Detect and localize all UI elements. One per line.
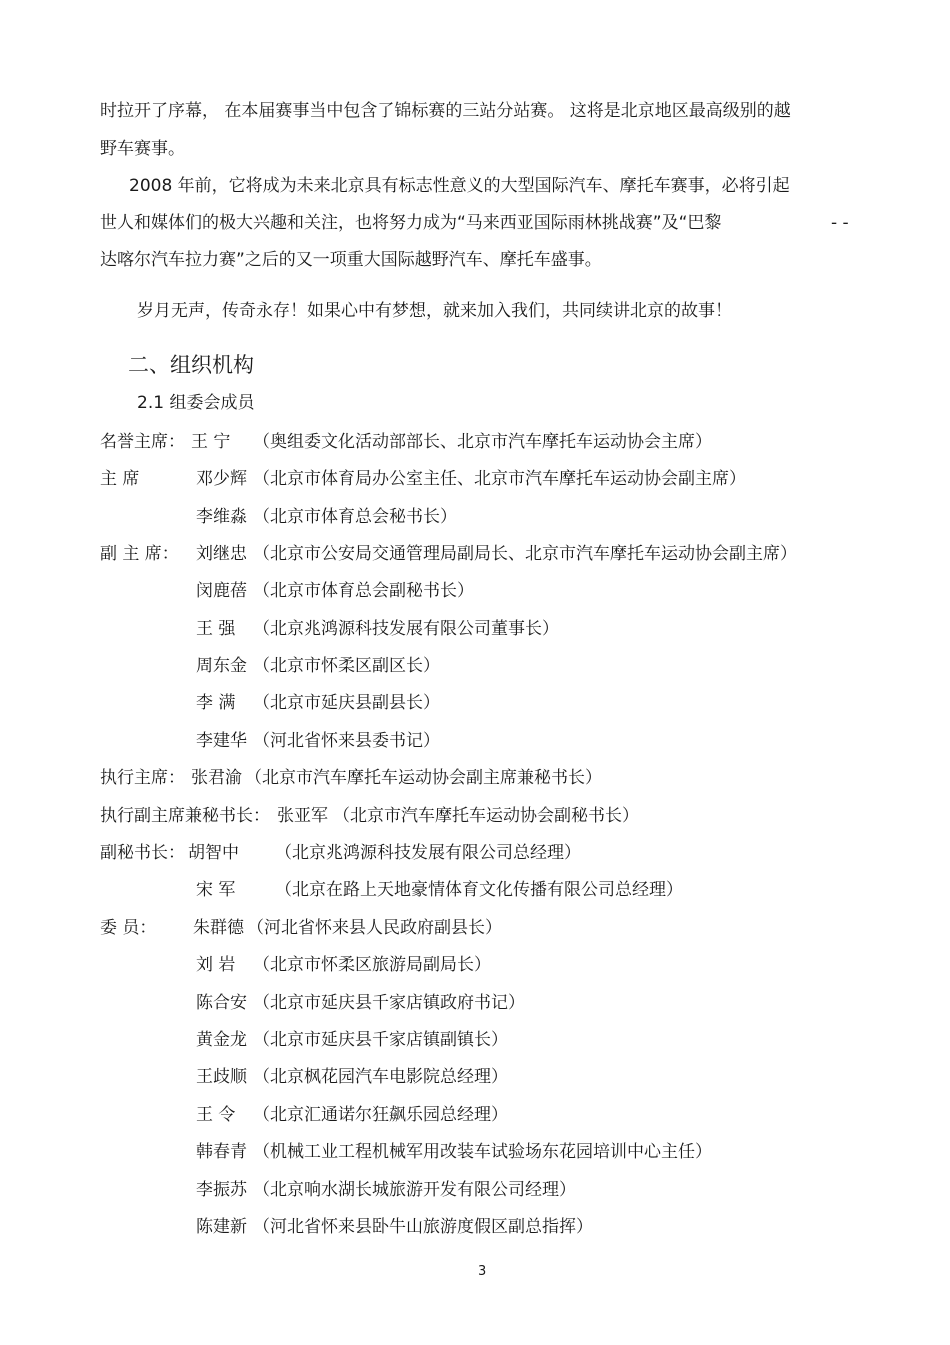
roster-desc: （北京在路上天地豪情体育文化传播有限公司总经理） <box>275 880 683 900</box>
roster-role: 副秘书长： <box>100 843 185 863</box>
roster-desc: （河北省怀来县人民政府副县长） <box>247 918 502 938</box>
roster-name: 王 强 <box>196 619 236 639</box>
roster-name: 刘 岩 <box>196 955 236 975</box>
roster-name: 邓少辉 <box>196 469 247 489</box>
roster-name: 陈合安 <box>196 993 247 1013</box>
intro-line: 世人和媒体们的极大兴趣和关注，也将努力成为“马来西亚国际雨林挑战赛”及“巴黎 <box>100 213 722 233</box>
roster-role: 名誉主席： <box>100 432 185 452</box>
roster-role: 执行主席： <box>100 768 185 788</box>
roster-desc: （河北省怀来县卧牛山旅游度假区副总指挥） <box>253 1217 593 1237</box>
roster-name: 李维淼 <box>196 507 247 527</box>
roster-desc: （北京市延庆县千家店镇副镇长） <box>253 1030 508 1050</box>
roster-role: 执行副主席兼秘书长： <box>100 806 270 826</box>
roster-desc: （北京枫花园汽车电影院总经理） <box>253 1067 508 1087</box>
roster-name: 王歧顺 <box>196 1067 247 1087</box>
roster-role: 副 主 席： <box>100 544 179 564</box>
roster-name: 韩春青 <box>196 1142 247 1162</box>
roster-name: 朱群德 <box>193 918 244 938</box>
roster-name: 李 满 <box>196 693 236 713</box>
roster-name: 刘继忠 <box>196 544 247 564</box>
slogan: 岁月无声，传奇永存！如果心中有梦想，就来加入我们，共同续讲北京的故事！ <box>137 301 732 321</box>
roster-name: 闵鹿蓓 <box>196 581 247 601</box>
roster-name: 王 宁 <box>191 432 231 452</box>
roster-desc: （北京市怀柔区旅游局副局长） <box>253 955 491 975</box>
roster-name: 李振苏 <box>196 1180 247 1200</box>
intro-line: 2008 年前，它将成为未来北京具有标志性意义的大型国际汽车、摩托车赛事，必将引起 <box>129 176 790 196</box>
intro-line: 时拉开了序幕， 在本届赛事当中包含了锦标赛的三站分站赛。 这将是北京地区最高级别的越 <box>100 101 791 121</box>
roster-desc: （北京兆鸿源科技发展有限公司董事长） <box>253 619 559 639</box>
roster-name: 胡智中 <box>188 843 239 863</box>
page-number: 3 <box>478 1264 487 1279</box>
roster-desc: （北京兆鸿源科技发展有限公司总经理） <box>275 843 581 863</box>
roster-desc: （北京市体育局办公室主任、北京市汽车摩托车运动协会副主席） <box>253 469 746 489</box>
roster-desc: （奥组委文化活动部部长、北京市汽车摩托车运动协会主席） <box>253 432 712 452</box>
intro-dash: - - <box>831 213 849 233</box>
roster-name: 王 令 <box>196 1105 236 1125</box>
roster-name: 黄金龙 <box>196 1030 247 1050</box>
section-heading: 二、组织机构 <box>128 353 254 377</box>
roster-role: 主 席 <box>100 469 140 489</box>
roster-name: 张亚军 <box>277 806 328 826</box>
roster-desc: （北京市汽车摩托车运动协会副主席兼秘书长） <box>245 768 602 788</box>
roster-desc: （北京响水湖长城旅游开发有限公司经理） <box>253 1180 576 1200</box>
roster-name: 李建华 <box>196 731 247 751</box>
roster-desc: （北京汇通诺尔狂飙乐园总经理） <box>253 1105 508 1125</box>
roster-desc: （北京市延庆县副县长） <box>253 693 440 713</box>
roster-desc: （北京市怀柔区副区长） <box>253 656 440 676</box>
roster-desc: （北京市汽车摩托车运动协会副秘书长） <box>333 806 639 826</box>
roster-name: 陈建新 <box>196 1217 247 1237</box>
intro-line: 野车赛事。 <box>100 139 185 159</box>
roster-desc: （北京市体育总会秘书长） <box>253 507 457 527</box>
section-subheading: 2.1 组委会成员 <box>137 393 255 413</box>
roster-role: 委 员： <box>100 918 157 938</box>
roster-desc: （北京市延庆县千家店镇政府书记） <box>253 993 525 1013</box>
roster-desc: （北京市体育总会副秘书长） <box>253 581 474 601</box>
roster-desc: （北京市公安局交通管理局副局长、北京市汽车摩托车运动协会副主席） <box>253 544 797 564</box>
roster-name: 周东金 <box>196 656 247 676</box>
roster-name: 张君渝 <box>191 768 242 788</box>
roster-desc: （河北省怀来县委书记） <box>253 731 440 751</box>
roster-desc: （机械工业工程机械军用改装车试验场东花园培训中心主任） <box>253 1142 712 1162</box>
intro-line: 达喀尔汽车拉力赛”之后的又一项重大国际越野汽车、摩托车盛事。 <box>100 250 602 270</box>
roster-name: 宋 军 <box>196 880 236 900</box>
